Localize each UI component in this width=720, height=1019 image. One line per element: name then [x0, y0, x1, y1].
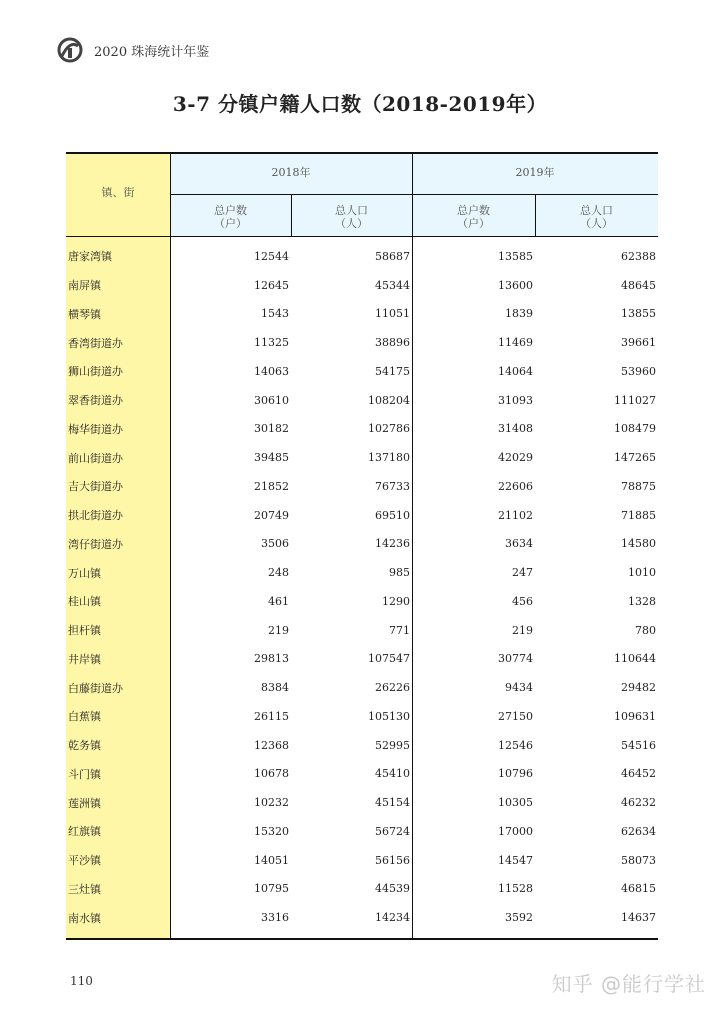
population-2018-cell: 26226 [375, 681, 410, 695]
town-name-cell: 前山街道办 [68, 451, 123, 465]
households-2018-cell: 1543 [261, 307, 289, 321]
households-2019-cell: 13585 [498, 249, 533, 263]
table-row [66, 530, 658, 559]
population-2019-cell: 14637 [621, 911, 656, 925]
households-2018-cell: 3316 [261, 911, 289, 925]
population-2019-cell: 71885 [621, 508, 656, 522]
population-2019-cell: 147265 [614, 451, 656, 465]
population-2018-cell: 69510 [375, 508, 410, 522]
households-2019-cell: 456 [512, 594, 533, 608]
population-2019-cell: 14580 [621, 537, 656, 551]
households-2018-cell: 12645 [254, 278, 289, 292]
households-2018-cell: 8384 [261, 681, 289, 695]
population-2018-cell: 54175 [375, 364, 410, 378]
households-2018-cell: 30182 [254, 422, 289, 436]
population-2018-cell: 107547 [368, 652, 410, 666]
population-2018-cell: 985 [389, 566, 410, 580]
population-2018-cell: 14234 [375, 911, 410, 925]
population-2019-cell: 110644 [614, 652, 656, 666]
town-name-cell: 乾务镇 [68, 739, 101, 753]
population-2018-cell: 108204 [368, 393, 410, 407]
table-row [66, 702, 658, 731]
households-2018-cell: 39485 [254, 451, 289, 465]
town-name-cell: 三灶镇 [68, 882, 101, 896]
households-2019-cell: 30774 [498, 652, 533, 666]
population-2019-cell: 780 [635, 623, 656, 637]
town-name-cell: 莲洲镇 [68, 796, 101, 810]
households-2019-cell: 1839 [505, 307, 533, 321]
population-2018-cell: 45410 [375, 767, 410, 781]
table-row [66, 903, 658, 932]
households-2018-cell: 219 [268, 623, 289, 637]
population-2019-cell: 62634 [621, 824, 656, 838]
households-2019-cell: 13600 [498, 278, 533, 292]
households-2018-cell: 26115 [254, 709, 289, 723]
households-2019-cell: 14547 [498, 853, 533, 867]
page-number: 110 [70, 974, 93, 988]
population-2018-cell: 45344 [375, 278, 410, 292]
col-population-2019: 总人口 （人） [580, 204, 613, 230]
population-2018-cell: 56724 [375, 824, 410, 838]
town-name-cell: 横琴镇 [68, 307, 101, 321]
table-row [66, 875, 658, 904]
population-2018-cell: 771 [389, 623, 410, 637]
households-2019-cell: 11469 [498, 336, 533, 350]
households-2018-cell: 20749 [254, 508, 289, 522]
watermark: 知乎 @能行学社 [551, 972, 706, 996]
table-row [66, 472, 658, 501]
population-2019-cell: 53960 [621, 364, 656, 378]
population-2019-cell: 62388 [621, 249, 656, 263]
population-2019-cell: 13855 [621, 307, 656, 321]
table-row [66, 760, 658, 789]
table-row [66, 242, 658, 271]
households-2019-cell: 10796 [498, 767, 533, 781]
running-head [56, 36, 209, 64]
town-name-cell: 桂山镇 [68, 595, 101, 609]
households-2019-cell: 21102 [498, 508, 533, 522]
statistics-logo-icon [56, 36, 84, 64]
population-2019-cell: 108479 [614, 422, 656, 436]
population-2018-cell: 76733 [375, 479, 410, 493]
row-header-label: 镇、街 [101, 186, 135, 199]
households-2018-cell: 14051 [254, 853, 289, 867]
population-2019-cell: 39661 [621, 336, 656, 350]
book-title: 2020 珠海统计年鉴 [94, 44, 210, 60]
town-name-cell: 翠香街道办 [68, 394, 123, 408]
population-2018-cell: 102786 [368, 422, 410, 436]
population-2018-cell: 44539 [375, 882, 410, 896]
page-title: 3-7 分镇户籍人口数（2018-2019年） [172, 92, 548, 116]
population-2018-cell: 56156 [375, 853, 410, 867]
town-name-cell: 井岸镇 [68, 652, 101, 666]
town-name-cell: 唐家湾镇 [68, 250, 112, 264]
table-row [66, 673, 658, 702]
town-name-cell: 梅华街道办 [68, 422, 123, 436]
table-row [66, 328, 658, 357]
households-2018-cell: 10678 [254, 767, 289, 781]
households-2019-cell: 12546 [498, 738, 533, 752]
table-row [66, 788, 658, 817]
households-2018-cell: 15320 [254, 824, 289, 838]
table-row [66, 731, 658, 760]
population-2019-cell: 1328 [628, 594, 656, 608]
population-2019-cell: 48645 [621, 278, 656, 292]
population-2018-cell: 38896 [375, 336, 410, 350]
households-2019-cell: 247 [512, 566, 533, 580]
bottom-rule [66, 938, 658, 940]
households-2019-cell: 219 [512, 623, 533, 637]
households-2018-cell: 12368 [254, 738, 289, 752]
town-name-cell: 湾仔街道办 [68, 537, 123, 551]
year-rule [170, 194, 658, 195]
table-row [66, 501, 658, 530]
households-2018-cell: 3506 [261, 537, 289, 551]
population-2018-cell: 52995 [375, 738, 410, 752]
households-2018-cell: 21852 [254, 479, 289, 493]
town-name-cell: 斗门镇 [68, 767, 101, 781]
population-2019-cell: 58073 [621, 853, 656, 867]
town-name-cell: 南屏镇 [68, 279, 101, 293]
town-name-cell: 担杆镇 [68, 624, 101, 638]
population-2019-cell: 1010 [628, 566, 656, 580]
population-2019-cell: 46815 [621, 882, 656, 896]
population-2018-cell: 11051 [375, 307, 410, 321]
table-row [66, 558, 658, 587]
households-2018-cell: 10232 [254, 796, 289, 810]
households-2018-cell: 248 [268, 566, 289, 580]
table-row [66, 846, 658, 875]
population-2018-cell: 58687 [375, 249, 410, 263]
table-row [66, 300, 658, 329]
households-2019-cell: 10305 [498, 796, 533, 810]
households-2018-cell: 461 [268, 594, 289, 608]
households-2018-cell: 10795 [254, 882, 289, 896]
population-2019-cell: 111027 [614, 393, 656, 407]
population-2019-cell: 46452 [621, 767, 656, 781]
population-2018-cell: 137180 [368, 451, 410, 465]
households-2019-cell: 31093 [498, 393, 533, 407]
town-name-cell: 南水镇 [68, 911, 101, 925]
table-row [66, 587, 658, 616]
population-2019-cell: 109631 [614, 709, 656, 723]
households-2019-cell: 3592 [505, 911, 533, 925]
households-2018-cell: 11325 [254, 336, 289, 350]
households-2018-cell: 30610 [254, 393, 289, 407]
table-row [66, 443, 658, 472]
col-households-2019: 总户数 （户） [457, 204, 490, 230]
population-2018-cell: 105130 [368, 709, 410, 723]
table-row [66, 817, 658, 846]
households-2019-cell: 9434 [505, 681, 533, 695]
population-2019-cell: 78875 [621, 479, 656, 493]
town-name-cell: 吉大街道办 [68, 480, 123, 494]
population-2019-cell: 46232 [621, 796, 656, 810]
households-2018-cell: 14063 [254, 364, 289, 378]
town-name-cell: 万山镇 [68, 566, 101, 580]
year-2019-label: 2019年 [515, 166, 555, 179]
households-2019-cell: 14064 [498, 364, 533, 378]
households-2019-cell: 11528 [498, 882, 533, 896]
households-2019-cell: 42029 [498, 451, 533, 465]
town-name-cell: 白藤街道办 [68, 681, 123, 695]
table-row [66, 357, 658, 386]
population-2018-cell: 45154 [375, 796, 410, 810]
table-row [66, 616, 658, 645]
population-2018-cell: 14236 [375, 537, 410, 551]
households-2019-cell: 3634 [505, 537, 533, 551]
households-2019-cell: 31408 [498, 422, 533, 436]
households-2018-cell: 12544 [254, 249, 289, 263]
town-name-cell: 拱北街道办 [68, 509, 123, 523]
header-bottom-rule [66, 236, 658, 237]
town-name-cell: 狮山街道办 [68, 365, 123, 379]
population-2018-cell: 1290 [382, 594, 410, 608]
col-population-2018: 总人口 （人） [335, 204, 368, 230]
population-2019-cell: 29482 [621, 681, 656, 695]
town-name-cell: 红旗镇 [68, 825, 101, 839]
table-row [66, 645, 658, 674]
households-2018-cell: 29813 [254, 652, 289, 666]
households-2019-cell: 27150 [498, 709, 533, 723]
town-name-cell: 平沙镇 [68, 854, 101, 868]
households-2019-cell: 17000 [498, 824, 533, 838]
population-2019-cell: 54516 [621, 738, 656, 752]
col-households-2018: 总户数 （户） [214, 204, 247, 230]
table-row [66, 415, 658, 444]
households-2019-cell: 22606 [498, 479, 533, 493]
data-table-body [66, 242, 658, 932]
population-table [66, 152, 658, 940]
top-rule [66, 152, 658, 154]
table-row [66, 386, 658, 415]
town-name-cell: 白蕉镇 [68, 710, 101, 724]
table-row [66, 271, 658, 300]
town-name-cell: 香湾街道办 [68, 336, 123, 350]
year-2018-label: 2018年 [271, 166, 311, 179]
